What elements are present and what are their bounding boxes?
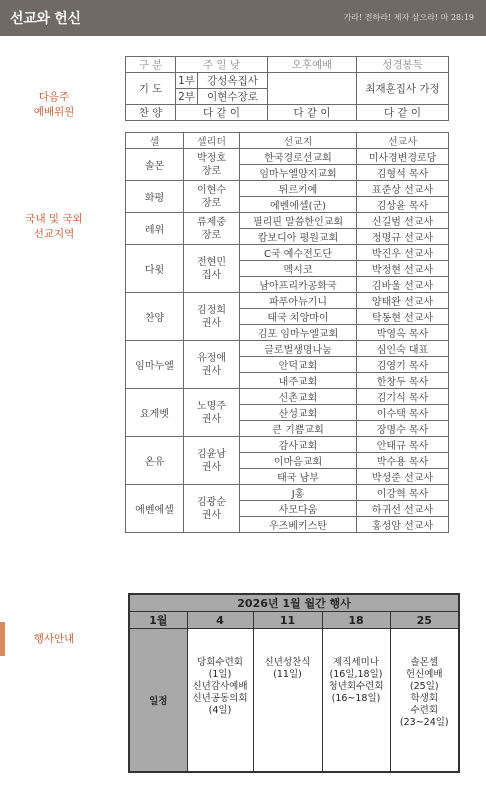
event-text: (11일)	[273, 669, 302, 680]
mission-place: 이마음교회	[240, 453, 357, 469]
event-text: 제직세미나	[333, 657, 379, 668]
event-text: (4일)	[208, 705, 232, 716]
table-row	[126, 341, 449, 357]
mission-place: 김포 임마누엘교회	[240, 325, 357, 341]
missionary-name: 미사경변경로당	[357, 149, 449, 165]
table-row	[126, 213, 449, 229]
table-row	[126, 389, 449, 405]
event-text: (16일,18일)	[329, 669, 383, 680]
cell-leader: 전현민 집사	[184, 245, 240, 293]
prayer-name: 강성옥집사	[198, 73, 268, 89]
schedule-label: 일정	[129, 629, 187, 772]
column-header: 셀	[126, 133, 184, 149]
missionary-name: 이강혁 목사	[357, 485, 449, 501]
cell-leader: 김정희 권사	[184, 293, 240, 341]
cell-leader: 노명주 권사	[184, 389, 240, 437]
cell-leader: 류제중 장로	[184, 213, 240, 245]
event-text: 당회수련회	[197, 657, 243, 668]
cell-name: 솔몬	[126, 149, 184, 181]
cell-name: 임마누엘	[126, 341, 184, 389]
mission-table	[125, 132, 449, 533]
column-header: 구 분	[126, 57, 176, 73]
column-header: 주 일 낮	[176, 57, 268, 73]
table-row	[126, 149, 449, 165]
missionary-name: 홍성암 선교사	[357, 517, 449, 533]
table-row	[126, 485, 449, 501]
cell-leader: 이현수 장로	[184, 181, 240, 213]
mission-place: 남아프리카공화국	[240, 277, 357, 293]
column-header: 선교사	[357, 133, 449, 149]
event-text: 신년성찬식	[264, 657, 311, 668]
column-header: 성경봉독	[357, 57, 449, 73]
mission-place: 튀르키예	[240, 181, 357, 197]
header-verse: 가라! 전하라! 제자 삼으라! 마 28:19	[343, 13, 474, 22]
part-label: 2부	[176, 89, 198, 105]
cell-name: 온유	[126, 437, 184, 485]
mission-place: 신촌교회	[240, 389, 357, 405]
mission-place: 안덕교회	[240, 357, 357, 373]
mission-place: 필리핀 말씀한인교회	[240, 213, 357, 229]
worship-committee-table	[125, 56, 449, 121]
table-row	[126, 181, 449, 197]
event-text: (23~24일)	[399, 717, 449, 728]
cell-leader: 김광순 권사	[184, 485, 240, 533]
mission-place: 파푸아뉴기니	[240, 293, 357, 309]
cell-name: 에벤에셀	[126, 485, 184, 533]
missionary-name: 심인숙 대표	[357, 341, 449, 357]
missionary-name: 한창두 목사	[357, 373, 449, 389]
missionary-name: 장명수 목사	[357, 421, 449, 437]
mission-place: 태국 치앙마이	[240, 309, 357, 325]
missionary-name: 박수용 목사	[357, 453, 449, 469]
missionary-name: 표준상 선교사	[357, 181, 449, 197]
mission-place: 멕시코	[240, 261, 357, 277]
event-cell	[390, 629, 459, 772]
mission-place: 캄보디아 평원교회	[240, 229, 357, 245]
event-cell	[322, 629, 390, 772]
row-label: 찬 양	[126, 105, 176, 121]
event-cell	[187, 629, 253, 772]
missionary-name: 박정현 선교사	[357, 261, 449, 277]
event-text: 수련회	[410, 705, 439, 716]
event-text: 헌신예배	[405, 669, 443, 680]
part-label: 1부	[176, 73, 198, 89]
missionary-name: 김기식 목사	[357, 389, 449, 405]
mission-place: 글로벌생명나눔	[240, 341, 357, 357]
event-text: 신년공동의회	[192, 693, 248, 704]
event-text: (1일)	[208, 669, 232, 680]
events-caption-row	[129, 594, 459, 612]
missionary-name: 김형석 목사	[357, 165, 449, 181]
mission-place: 에벤에셀(군)	[240, 197, 357, 213]
day-header: 25	[390, 612, 459, 629]
events-day-header-row	[129, 612, 459, 629]
cell-name: 찬양	[126, 293, 184, 341]
mission-place: 임마누엘양지교회	[240, 165, 357, 181]
day-header: 11	[253, 612, 322, 629]
missionary-name: 양태완 선교사	[357, 293, 449, 309]
mission-place: 감사교회	[240, 437, 357, 453]
choir-reading: 다 같 이	[357, 105, 449, 121]
missionary-name: 박영옥 목사	[357, 325, 449, 341]
cell-leader: 박정호 장로	[184, 149, 240, 181]
choir-afternoon: 다 같 이	[268, 105, 357, 121]
mission-place: 산성교회	[240, 405, 357, 421]
mission-place: 우즈베키스탄	[240, 517, 357, 533]
cell-name: 화평	[126, 181, 184, 213]
missionary-name: 박성준 선교사	[357, 469, 449, 485]
mission-section-label: 국내 및 국외 선교지역	[25, 213, 83, 240]
events-caption: 2026년 1월 월간 행사	[129, 594, 459, 612]
header-banner	[0, 0, 486, 36]
event-text: 청년회수련회	[328, 681, 384, 692]
cell-name: 레위	[126, 213, 184, 245]
missionary-name: 정명규 선교사	[357, 229, 449, 245]
missionary-name: 신길범 선교사	[357, 213, 449, 229]
column-header: 선교지	[240, 133, 357, 149]
mission-place: 한국경로선교회	[240, 149, 357, 165]
missionary-name: 김상윤 목사	[357, 197, 449, 213]
cell-name: 다윗	[126, 245, 184, 293]
table-row	[126, 293, 449, 309]
event-text: (16~18일)	[331, 693, 381, 704]
events-schedule-row	[129, 629, 459, 772]
mission-place: J홍	[240, 485, 357, 501]
reading-cell: 최재훈집사 가정	[357, 73, 449, 105]
mission-place: 태국 남부	[240, 469, 357, 485]
events-section-label: 행사안내	[33, 633, 75, 645]
missionary-name: 김바울 선교사	[357, 277, 449, 293]
missionary-name: 하귀선 선교사	[357, 501, 449, 517]
table-row	[126, 437, 449, 453]
event-text: (25일)	[409, 681, 439, 692]
afternoon-cell	[268, 73, 357, 105]
missionary-name: 김영기 목사	[357, 357, 449, 373]
choir-day: 다 같 이	[176, 105, 268, 121]
cell-leader: 김윤남 권사	[184, 437, 240, 485]
column-header: 셀리더	[184, 133, 240, 149]
prayer-name: 이현수장로	[198, 89, 268, 105]
mission-place: 큰 기쁨교회	[240, 421, 357, 437]
table-header-row	[126, 57, 449, 73]
event-cell	[253, 629, 322, 772]
worship-section-label: 다음주 예배위원	[33, 91, 75, 118]
event-text: 학생회	[410, 693, 439, 704]
day-header: 18	[322, 612, 390, 629]
column-header: 오후예배	[268, 57, 357, 73]
row-label: 기 도	[126, 73, 176, 105]
mission-place: C국 예수전도단	[240, 245, 357, 261]
cell-leader: 유정애 권사	[184, 341, 240, 389]
table-row	[126, 245, 449, 261]
month-header: 1월	[129, 612, 187, 629]
event-text: 솔몬셀	[410, 657, 439, 668]
missionary-name: 이수택 목사	[357, 405, 449, 421]
missionary-name: 탁동현 선교사	[357, 309, 449, 325]
cell-name: 요게벳	[126, 389, 184, 437]
table-row	[126, 73, 449, 89]
missionary-name: 박진우 선교사	[357, 245, 449, 261]
table-row	[126, 105, 449, 121]
mission-place: 사모다움	[240, 501, 357, 517]
page-title: 선교와 헌신	[10, 11, 81, 27]
events-table	[128, 593, 460, 773]
missionary-name: 안태규 목사	[357, 437, 449, 453]
event-text: 신년감사예배	[192, 681, 248, 692]
day-header: 4	[187, 612, 253, 629]
mission-place: 내주교회	[240, 373, 357, 389]
table-header-row	[126, 133, 449, 149]
